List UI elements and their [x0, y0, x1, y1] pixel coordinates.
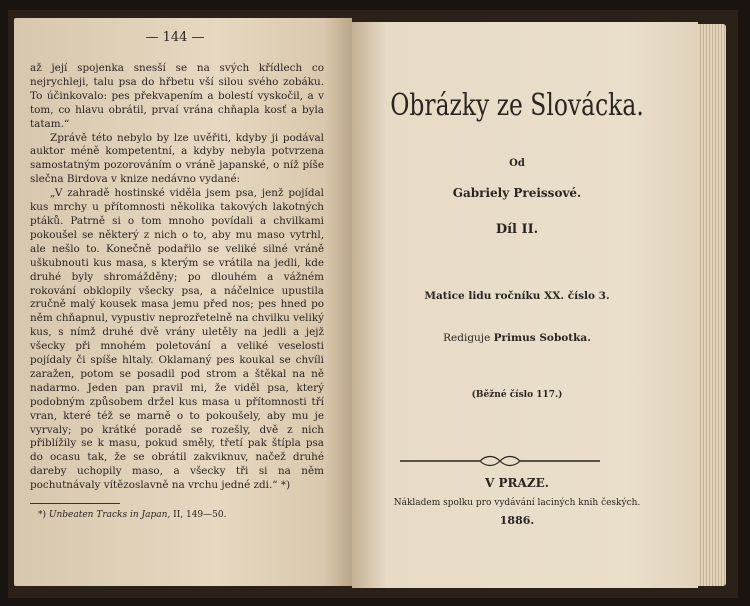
volume-label: Díl II.	[495, 222, 539, 237]
book-title: Obrázky ze Slovácka.	[390, 88, 644, 123]
paragraph-2: Zprávě této nebylo by lze uvěřiti, kdyby ji podával auktor méně kompetentní, a kdyby nebyla potvrzena samostatným pozorováním o vráně japanské, o níž píše slečna Birdova v knize nedávno vydané:	[30, 131, 324, 186]
paragraph-1: až její spojenka snesší se na svých křídlech co nejrychleji, talu psa do hřbetu vší silou svého zobáku. To účinkovalo: pes překvapením a bolestí vyskočil, a v tom, co hlavu obrátil, prvaí vrána chňapla kosť a byla tatam.“	[30, 62, 324, 130]
editor-line	[344, 332, 690, 344]
footnote-ref: II, 149—50.	[173, 510, 227, 520]
page-number: — 144 —	[145, 30, 205, 45]
page-edges	[698, 24, 726, 586]
editor-name: Primus Sobotka.	[493, 332, 591, 344]
footnote-mark: *)	[38, 510, 47, 520]
series-info: Matice lidu ročníku XX. číslo 3.	[424, 290, 610, 302]
publisher: Nákladem spolku pro vydávání laciných knih českých.	[393, 498, 641, 508]
footnote-divider	[30, 503, 120, 504]
publication-place: V PRAZE.	[485, 476, 549, 490]
by-line: Od	[509, 158, 525, 169]
ornament-divider	[400, 454, 600, 468]
editor-prefix: Rediguje	[443, 332, 491, 344]
footnote-title: Unbeaten Tracks in Japan,	[48, 510, 171, 520]
paragraph-3: „V zahradě hostinské viděla jsem psa, jenž pojídal kus mrchy u přítomnosti několika takových lakotných ptáků. Patrně si o tom mnoho povídali a chvilkami pokoušel se některý z nich o to, aby mu maso vytrhl, ale nešlo to. Konečně podařilo se veliké silné vráně uškubnouti kus masa, s kterým se vrátila na jedli, kde druhé byly shromážděny; po dlouhém a vážném rokování obklopily všecky psa, a náčelnice upustila zručně malý kousek masa jemu před nos; pes hned po něm chňapnul, vypustiv neprozřetelně na chvilku veliký kus, s nímž druhé dvě vrány uletěly na jedli a jejž všecky při mnohém poletování a veliké veselosti pojídaly či spíše hltaly. Oklamaný pes koukal se chvíli zaražen, potom se posadil pod strom a štěkal na ně nadarmo. Jeden pan pravil mi, že viděl psa, který podobným způsobem držel kus masa u přítomnosti tří vran, které též se marně o to pokoušely, aby mu je vyrvaly; po krátké poradě se rozešly, dvě z nich přiblížily se k masu, pokud směly, třetí pak štípla psa do ocasu tak, že se obrátil zakviknuv, načež druhé dareby uchopily maso, a všecky tři si na něm pochutnávaly vítězoslavně na vrchu jedné zdi.“ *)	[30, 187, 324, 492]
running-number: (Běžné číslo 117.)	[471, 390, 563, 400]
author-name: Gabriely Preissové.	[452, 186, 582, 200]
footnote	[38, 510, 318, 520]
publication-year: 1886.	[499, 514, 535, 527]
left-page-body	[30, 62, 324, 493]
